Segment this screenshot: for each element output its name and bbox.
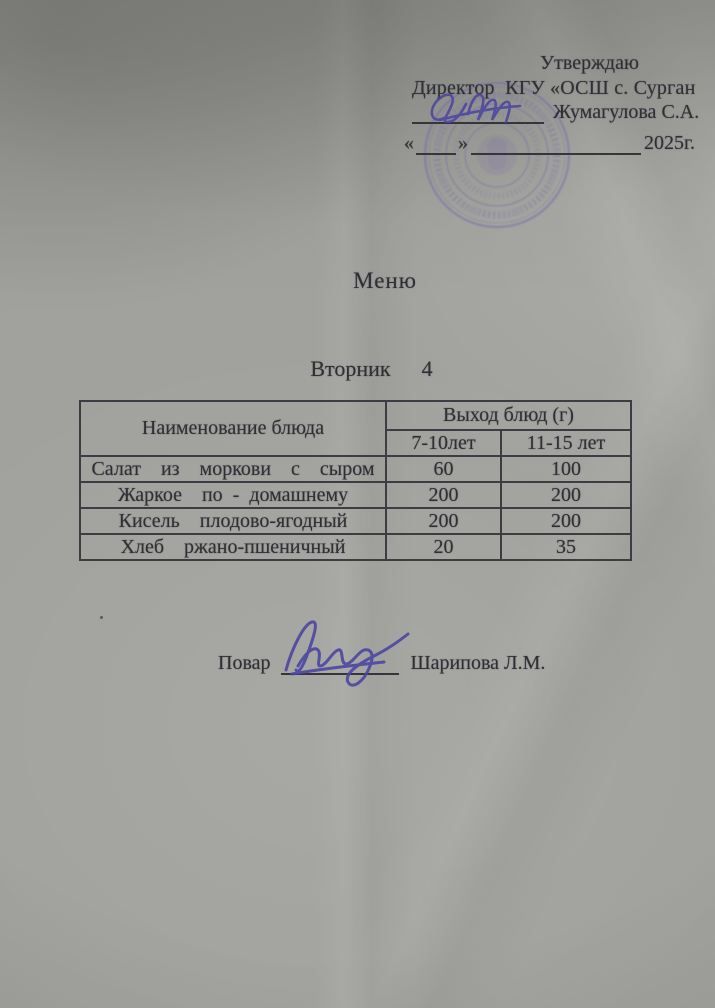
- table-row: [80, 508, 631, 534]
- dish-name: Жаркое по - домашнему: [80, 482, 386, 508]
- col-header-output: Выход блюд (г): [386, 401, 631, 430]
- grams-7-10: 20: [386, 534, 501, 560]
- cook-name: Шарипова Л.М.: [410, 652, 546, 674]
- grams-11-15: 200: [501, 508, 631, 534]
- grams-7-10: 60: [386, 456, 501, 482]
- grams-7-10: 200: [386, 508, 501, 534]
- cook-signature: [266, 608, 456, 692]
- col-header-dish: Наименование блюда: [80, 401, 386, 456]
- table-row: [80, 482, 631, 508]
- day-subtitle: Вторник 4: [310, 356, 433, 381]
- month-blank-line: [471, 132, 641, 155]
- col-header-age-7-10: 7-10лет: [386, 430, 501, 456]
- ink-speck: [100, 616, 103, 619]
- page-title: Меню: [353, 268, 417, 293]
- grams-11-15: 200: [501, 482, 631, 508]
- table-row: [80, 534, 631, 560]
- col-header-age-11-15: 11-15 лет: [501, 430, 631, 456]
- grams-7-10: 200: [386, 482, 501, 508]
- grams-11-15: 35: [501, 534, 631, 560]
- approval-word: Утверждаю: [540, 52, 639, 74]
- open-quote: «: [404, 132, 414, 154]
- year-label: 2025г.: [644, 132, 695, 154]
- dish-name: Кисель плодово-ягодный: [80, 508, 386, 534]
- dish-name: Хлеб ржано-пшеничный: [80, 534, 386, 560]
- dish-name: Салат из моркови с сыром: [80, 456, 386, 482]
- date-line: [404, 132, 695, 155]
- table-row: [80, 456, 631, 482]
- director-signature: [422, 84, 552, 136]
- cook-label: Повар: [218, 652, 271, 674]
- grams-11-15: 100: [501, 456, 631, 482]
- close-quote: »: [458, 132, 468, 154]
- menu-table: [79, 400, 632, 561]
- director-name: Жумагулова С.А.: [553, 101, 700, 123]
- director-title-line: Директор КГУ «ОСШ с. Сурган: [412, 77, 696, 99]
- day-blank-line: [416, 132, 456, 155]
